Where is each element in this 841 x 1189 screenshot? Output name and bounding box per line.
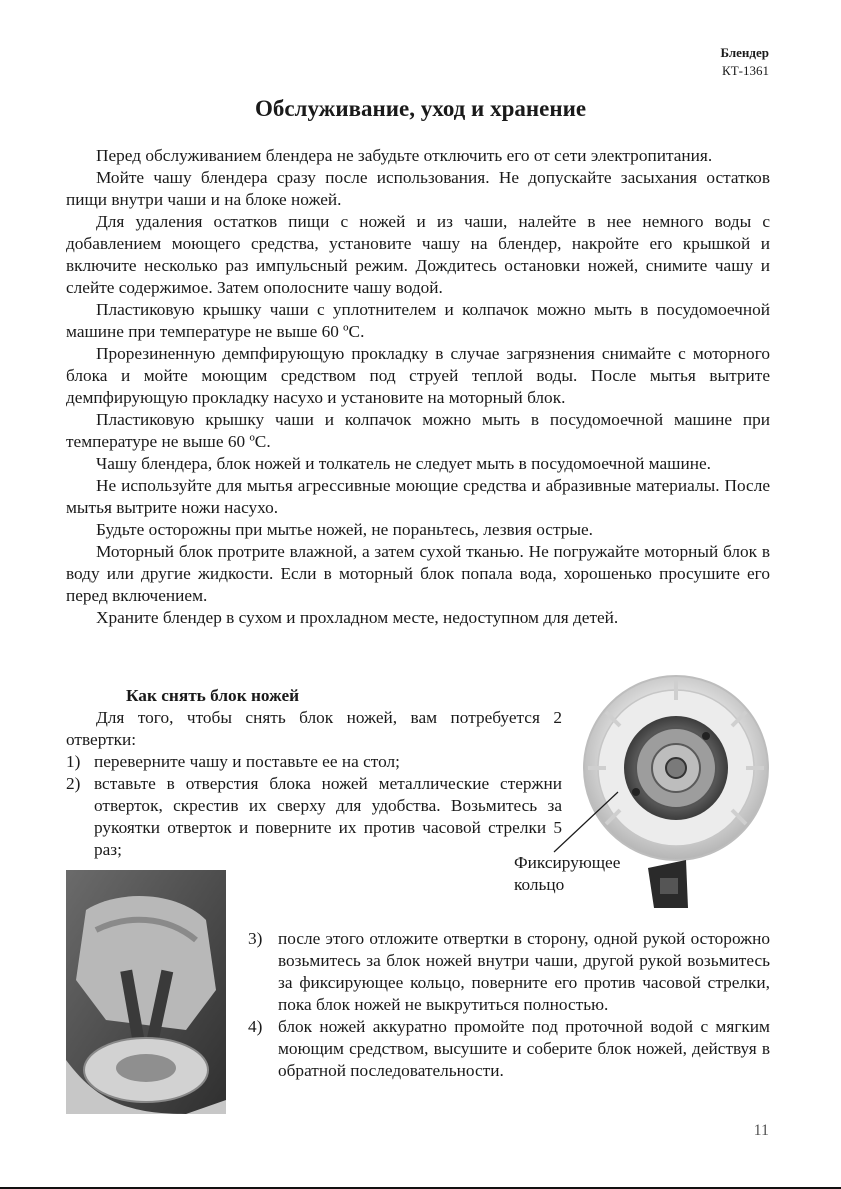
- paragraph: Храните блендер в сухом и прохладном месте, недоступном для детей.: [96, 608, 619, 627]
- photo-caption: [514, 852, 620, 896]
- step-number: 3): [248, 929, 263, 948]
- paragraph: Не используйте для мытья агрессивные моющие средства и абразивные материалы. После мытья вытрите ножи насухо.: [66, 476, 770, 517]
- paragraph: Перед обслуживанием блендера не забудьте отключить его от сети электропитания.: [96, 146, 713, 165]
- list-item: [248, 1016, 770, 1082]
- paragraph: Для удаления остатков пищи с ножей и из чаши, налейте в нее немного воды с добавлением моющего средства, установите чашу на блендер, накройте его крышкой и включите несколько раз импульсный режим. Дождитесь остановки ножей, снимите чашу и слейте содержимое. Затем ополосните чашу водой.: [66, 212, 770, 297]
- list-item: [248, 928, 770, 1016]
- step-text: после этого отложите отвертки в сторону, одной рукой осторожно возьмитесь за блок ножей внутри чаши, другой рукой возьмитесь за фиксирующее кольцо, поверните его против часовой стрелки, пока блок ножей не выкрутиться полностью.: [278, 929, 770, 1014]
- paragraph: Мойте чашу блендера сразу после использования. Не допускайте засыхания остатков пищи внутри чаши и на блоке ножей.: [66, 168, 770, 209]
- step-text: переверните чашу и поставьте ее на стол;: [94, 752, 400, 771]
- header-model: КТ-1361: [722, 63, 769, 78]
- header-brand: Блендер: [720, 45, 769, 60]
- paragraph: Пластиковую крышку чаши с уплотнителем и колпачок можно мыть в посудомоечной машине при температуре не выше 60 ºС.: [66, 300, 770, 341]
- section-intro: Для того, чтобы снять блок ножей, вам потребуется 2 отвертки:: [66, 708, 562, 749]
- page-number: 11: [753, 1122, 769, 1139]
- steps-list-continued: [248, 928, 770, 1082]
- step-text: блок ножей аккуратно промойте под проточной водой с мягким моющим средством, высушите и соберите блок ножей, действуя в обратной последовательности.: [278, 1017, 770, 1080]
- document-header: [720, 44, 769, 80]
- section-heading: Как снять блок ножей: [126, 686, 300, 705]
- blade-removal-section: [66, 685, 562, 861]
- hands-screwdriver-photo: [66, 870, 226, 1114]
- paragraph: Моторный блок протрите влажной, а затем сухой тканью. Не погружайте моторный блок в воду или другие жидкости. Если в моторный блок попала вода, хорошенько просушите его перед включением.: [66, 542, 770, 605]
- paragraph: Чашу блендера, блок ножей и толкатель не следует мыть в посудомоечной машине.: [96, 454, 711, 473]
- paragraph: Пластиковую крышку чаши и колпачок можно мыть в посудомоечной машине при температуре не выше 60 ºС.: [66, 410, 770, 451]
- step-number: 4): [248, 1017, 263, 1036]
- paragraph: Прорезиненную демпфирующую прокладку в случае загрязнения снимайте с моторного блока и мойте моющим средством под струей теплой воды. После мытья вытрите демпфирующую прокладку насухо и установите на моторный блок.: [66, 344, 770, 407]
- caption-line: Фиксирующее: [514, 853, 621, 872]
- page-title: Обслуживание, уход и хранение: [254, 96, 587, 121]
- step-number: 2): [66, 774, 81, 793]
- step-number: 1): [66, 752, 81, 771]
- list-item: [66, 773, 562, 861]
- caption-line: кольцо: [514, 875, 565, 894]
- step-text: вставьте в отверстия блока ножей металлические стержни отверток, скрестив их сверху для удобства. Возьмитесь за рукоятки отверток и поверните их против часовой стрелки 5 раз;: [94, 774, 562, 859]
- maintenance-text: [66, 145, 770, 629]
- paragraph: Будьте осторожны при мытье ножей, не пораньтесь, лезвия острые.: [96, 520, 593, 539]
- list-item: [66, 751, 562, 773]
- steps-list: [66, 751, 562, 861]
- caption-pointer-line: [552, 790, 622, 854]
